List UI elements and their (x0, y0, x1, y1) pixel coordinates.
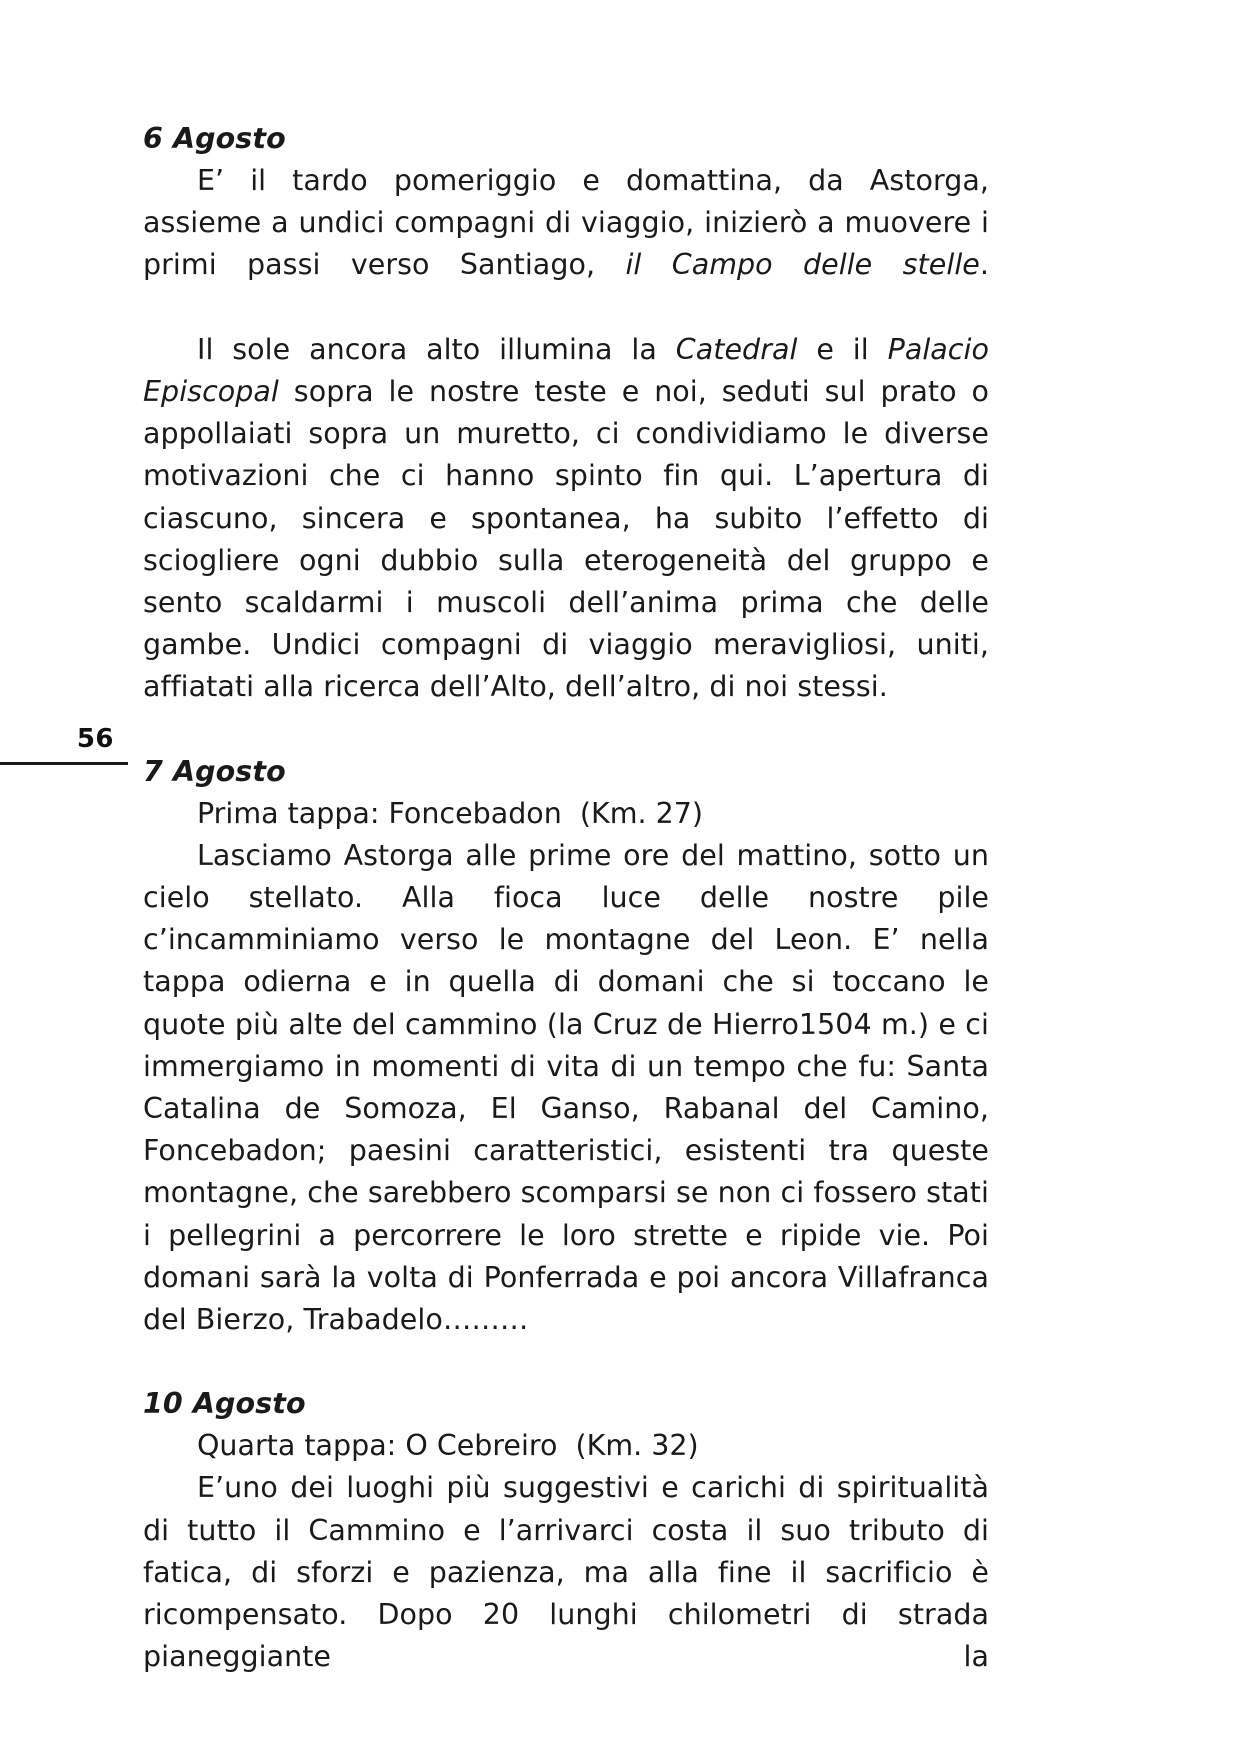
paragraph-6-agosto-1 (143, 160, 989, 329)
italic-run-catedral: Catedral (675, 332, 798, 366)
paragraph-7-agosto-1 (143, 835, 989, 1341)
paragraph-6-agosto-2 (143, 329, 989, 709)
text-run: E’uno dei luoghi più suggestivi e carichi di spiritualità di tutto il Cammino e l’arrivarci costa il suo tributo di fatica, di sforzi e pazienza, ma alla fine il sacrificio è ricompensato. Dopo 20 lunghi chilometri di strada pianeggiante la (143, 1471, 989, 1674)
date-heading-7-agosto: 7 Agosto (143, 754, 286, 788)
section-spacer (143, 709, 989, 751)
paragraph-10-agosto-1 (143, 1467, 989, 1720)
section-spacer (143, 1341, 989, 1383)
stage-line-7-agosto: Prima tappa: Foncebadon (Km. 27) (197, 796, 703, 830)
italic-run-campo-delle-stelle: il Campo delle stelle (625, 248, 980, 282)
folio-divider-rule (0, 762, 128, 765)
text-run: . (979, 248, 989, 282)
text-run: E’ il tardo pomeriggio e domattina, da Astorga, assieme a undici compagni di viaggio, inizierò a muovere i primi passi verso Santiago, (143, 164, 989, 282)
text-run: Lasciamo Astorga alle prime ore del mattino, sotto un cielo stellato. Alla fioca luce delle nostre pile c’incamminiamo verso le montagne del Leon. E’ nella tappa odierna e in quella di domani che si toccano le quote più alte del cammino (la Cruz de Hierro1504 m.) e ci immergiamo in momenti di vita di un tempo che fu: Santa Catalina de Somoza, El Ganso, Rabanal del Camino, Foncebadon; paesini caratteristici, esistenti tra queste montagne, che sarebbero scomparsi se non ci fossero stati i pellegrini a percorrere le loro strette e ripide vie. Poi domani sarà la volta di Ponferrada e poi ancora Villafranca del Bierzo, Trabadelo……… (143, 838, 989, 1337)
date-heading-10-agosto: 10 Agosto (143, 1387, 306, 1421)
text-run: Il sole ancora alto illumina la (197, 332, 676, 366)
text-run: e il (797, 332, 888, 366)
italic-run-palacio-episcopal: Palacio Episcopal (143, 332, 989, 409)
text-run: sopra le nostre teste e noi, seduti sul prato o appollaiati sopra un muretto, ci condividiamo le diverse motivazioni che ci hanno spinto fin qui. L’apertura di ciascuno, sincera e spontanea, ha subito l’effetto di sciogliere ogni dubbio sulla eterogeneità del gruppo e sento scaldarmi i muscoli dell’anima prima che delle gambe. Undici compagni di viaggio meravigliosi, uniti, affiatati alla ricerca dell’Alto, dell’altro, di noi stessi. (143, 375, 989, 704)
date-heading-6-agosto: 6 Agosto (143, 122, 286, 155)
page-number: 56 (76, 724, 114, 754)
text-column (143, 118, 989, 1721)
folio-block (0, 726, 128, 765)
stage-line-10-agosto: Quarta tappa: O Cebreiro (Km. 32) (197, 1429, 699, 1463)
